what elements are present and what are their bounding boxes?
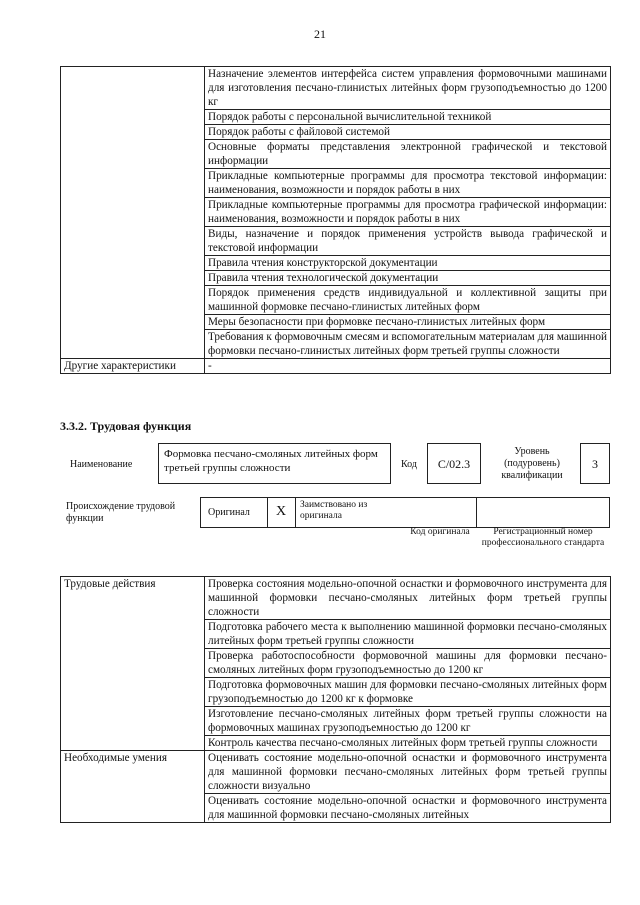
page-number: 21 [314,27,326,41]
row-text: Подготовка формовочных машин для формовки песчано-смоляных литейных форм грузоподъемностью до 1200 кг к формовке [205,678,611,707]
reg-number-caption: Регистрационный номер профессионального стандарта [481,527,605,548]
function-name-field: Формовка песчано-смоляных литейных форм третьей группы сложности [158,443,391,484]
row-text: Порядок работы с персональной вычислительной техникой [205,110,611,125]
borrowed-label: Заимствовано из оригинала [300,500,368,521]
row-text: Прикладные компьютерные программы для просмотра текстовой информации: наименования, возможности и порядок работы в них [205,169,611,198]
row-text: Прикладные компьютерные программы для просмотра графической информации: наименования, возможности и порядок работы в них [205,198,611,227]
other-characteristics-row [61,359,611,374]
skill-row [61,751,611,794]
row-text: Порядок работы с файловой системой [205,125,611,140]
row-text: Контроль качества песчано-смоляных литейных форм третьей группы сложности [205,736,611,751]
row-label: Другие характеристики [61,359,205,374]
original-mark: X [276,504,287,519]
origin-label: Происхождение трудовой функции [66,501,176,524]
origin-row [200,497,610,528]
row-label [61,67,205,359]
level-label: Уровень (подуровень) квалификации [501,446,563,481]
row-text: Проверка состояния модельно-опочной оснастки и формовочного инструмента для машинной формовки песчано-смоляных литейных форм третьей группы сложности [205,577,611,620]
row-text: Проверка работоспособности формовочной машины для формовки песчано-смоляных литейных форм грузоподъемностью до 1200 кг [205,649,611,678]
function-table [60,576,611,823]
row-text: Правила чтения конструкторской документации [205,256,611,271]
row-label: Необходимые умения [61,751,205,823]
row-text: Назначение элементов интерфейса систем управления формовочными машинами для изготовления песчано-глинистых литейных форм грузоподъемностью до 1200 кг [205,67,611,110]
row-text: Основные форматы представления электронной графической и текстовой информации [205,140,611,169]
original-label: Оригинал [208,507,250,518]
row-text: Изготовление песчано-смоляных литейных форм третьей группы сложности на формовочных машинах грузоподъемностью до 1200 кг [205,707,611,736]
row-text: Требования к формовочным смесям и вспомогательным материалам для машинной формовки песчано-глинистых литейных форм третьей группы сложности [205,330,611,359]
row-text: - [205,359,611,374]
knowledge-table [60,66,611,374]
row-text: Оценивать состояние модельно-опочной оснастки и формовочного инструмента для машинной формовки песчано-смоляных литейных [205,794,611,823]
level-field: 3 [580,443,610,484]
row-text: Виды, назначение и порядок применения устройств вывода графической и текстовой информации [205,227,611,256]
labor-action-row [61,577,611,620]
row-text: Порядок применения средств индивидуальной и коллективной защиты при машинной формовке песчано-глинистых литейных форм [205,286,611,315]
table-row [61,67,611,110]
code-field: C/02.3 [427,443,481,484]
section-title: 3.3.2. Трудовая функция [60,419,192,433]
row-text: Меры безопасности при формовке песчано-глинистых литейных форм [205,315,611,330]
code-label: Код [401,459,417,470]
row-text: Правила чтения технологической документации [205,271,611,286]
row-text: Подготовка рабочего места к выполнению машинной формовки песчано-смоляных литейных форм третьей группы сложности [205,620,611,649]
row-text: Оценивать состояние модельно-опочной оснастки и формовочного инструмента для машинной формовки песчано-смоляных литейных форм третьей группы сложности визуально [205,751,611,794]
row-label: Трудовые действия [61,577,205,751]
code-caption: Код оригинала [410,527,470,537]
name-label: Наименование [70,459,133,470]
